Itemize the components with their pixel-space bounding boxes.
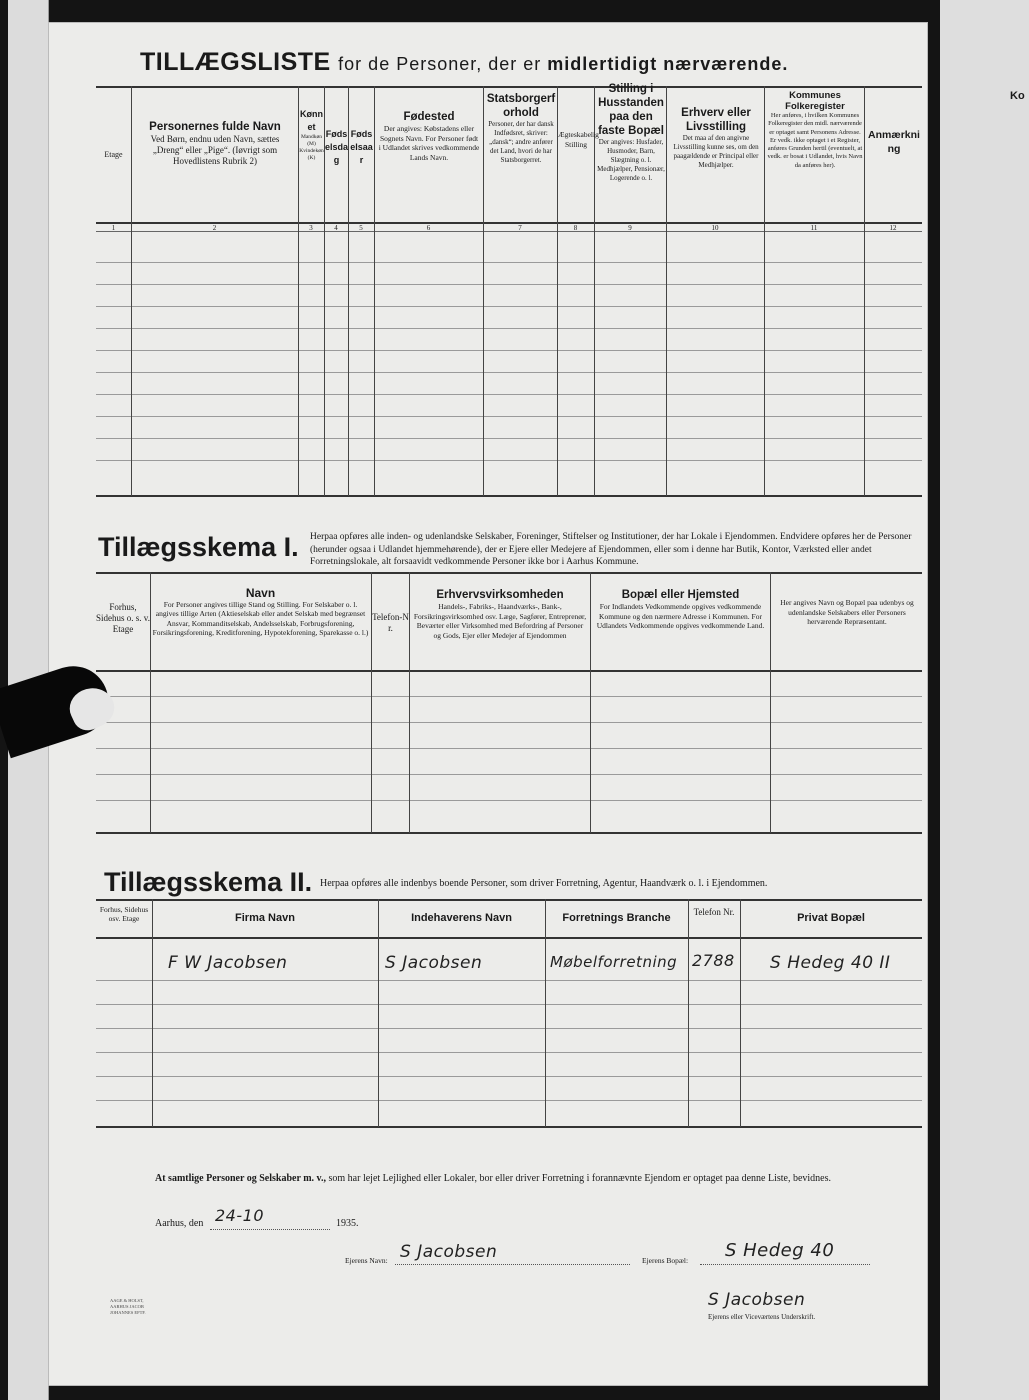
page-title: TILLÆGSLISTE for de Personer, der er midlertidigt nærværende. [140,48,789,76]
skema1-title: Tillægsskema I. [98,532,299,562]
hw-branche: Møbelforretning [550,953,678,971]
next-page-text-fragment: Ko [1010,90,1025,102]
col-num-8: 8 [573,224,578,232]
hw-privat-bopael: S Hedeg 40 II [770,953,891,973]
col-num-1: 1 [111,224,116,232]
skema2-header-firma: Firma Navn [235,912,295,924]
col-num-11: 11 [810,224,818,232]
header-statsborgerforhold: Statsborgerforhold Personer, der har dansk Indfødsret, skriver: „dansk“; andre anfører det Land, hvori de har Statsborgerret. [486,93,556,164]
skema1-header-telefon: Telefon-Nr. [372,612,409,633]
date-line [210,1228,330,1230]
col-num-3: 3 [309,224,313,232]
header-koennet: Kønnet Mandkøn (M) Kvindekøn (K) [299,109,324,161]
col-num-9: 9 [628,224,632,232]
skema1-header-etage: Forhus, Sidehus o. s. v. Etage [96,602,150,634]
skema2-header-telefon: Telefon Nr. [693,907,735,917]
skema1-header-erhverv: Erhvervsvirksomheden Handels-, Fabriks-, Haandværks-, Bank-, Forsikringsvirksomhed osv. Læge, Sagfører, Entreprenør, Beværter eller Virksomhed med Befordring af Personer og Gods, Ejer eller Medejer af Ejendommen [413,589,587,640]
date-label: Aarhus, den [155,1218,204,1229]
header-foedested: Fødested Der angives: Købstadens eller Sognets Navn. For Personer født i Udlandet skrives vedkommende Lands Navn. [378,111,480,162]
col-num-6: 6 [426,224,431,232]
next-page-edge [940,0,1029,1400]
hw-firma-navn: F W Jacobsen [168,953,288,973]
skema1-header-repraesentant: Her angives Navn og Bopæl paa udenbys og udenlandske Selskabers eller Personers herværende Repræsentant. [780,598,914,626]
printer-imprint: AAGE & HOLST, AARHUS JACOB JOHANNES EFTF. [110,1298,146,1315]
header-foedselsaar: Fødselsaar [350,129,373,165]
skema2-header-branche: Forretnings Branche [562,912,671,924]
skema2-title: Tillægsskema II. [104,867,313,897]
hw-owner-address: S Hedeg 40 [725,1240,835,1261]
hw-telefon: 2788 [692,951,735,970]
hw-date: 24-10 [215,1206,264,1225]
owner-address-line [700,1263,870,1265]
skema2-header-indehaver: Indehaverens Navn [411,912,512,924]
header-foedselsdag: Fødselsdag [325,129,349,165]
skema1-description: Herpaa opføres alle inden- og udenlandske Selskaber, Foreninger, Stiftelser og Institutioner, der har Lokale i Ejendommen. Endvidere opføres her de Personer (herunder ogsaa i Udlandet hjemmehørende), der er Ejere eller Medejere af Ejendommen, eller som i denne har Butik, Kontor, Værksted eller andet Forretningslokale, alt forsaavidt vedkommende Personer ikke bor i Aarhus Kommune. [310,532,912,567]
col-num-10: 10 [711,224,719,232]
hw-indehaver-navn: S Jacobsen [385,953,483,973]
header-folkeregister: Kommunes Folkeregister Her anføres, i hvilken Kommunes Folkeregister den midl. nærværende er optaget samt Personens Adresse. Er vedk. ikke optaget i et Register, anføres Grunden hertil (eventuelt, at vedk. er bosat i Udlandet, hvis Navn da anføres her). [767,90,863,169]
col-num-2: 2 [212,224,217,232]
header-stilling-husstand: Stilling i Husstanden paa den faste Bopæl Der angives: Husfader, Husmoder, Barn, Slægtning o. l. Medhjælper, Pensionær, Logerende o. l. [597,83,665,182]
header-erhverv: Erhverv eller Livsstilling Det maa af den angivne Livsstilling kunne ses, om den paagældende er Principal eller Medhjælper. [673,107,759,169]
signature-label: Ejerens eller Viceværtens Underskrift. [708,1313,816,1321]
owner-address-label: Ejerens Bopæl: [642,1256,689,1265]
attestation-statement: At samtlige Personer og Selskaber m. v., som har lejet Lejlighed eller Lokaler, bor eller driver Forretning i forannævnte Ejendom er optaget paa denne Liste, bevidnes. [155,1173,831,1184]
header-aegteskab: Ægteskabelig Stilling [558,130,599,149]
owner-name-line [395,1263,630,1265]
skema2-description: Herpaa opføres alle indenbys boende Personer, som driver Forretning, Agentur, Haandværk o. l. i Ejendommen. [320,878,768,889]
skema1-header-bopael: Bopæl eller Hjemsted For Indlandets Vedkommende opgives vedkommende Kommune og den nærmere Adresse i Kommunen. For Udlandets Vedkommende opgives vedkommende Land. [596,589,765,630]
skema2-header-privat-bopael: Privat Bopæl [797,912,865,924]
header-etage: Etage [104,150,123,159]
owner-name-label: Ejerens Navn: [345,1256,388,1265]
col-num-4: 4 [334,224,338,232]
skema1-header-navn: Navn For Personer angives tillige Stand og Stilling. For Selskaber o. l. angives tillige Arten (Aktieselskab eller andet Selskab med begrænset Ansvar, Kommanditselskab, Andelsselskab, Forbrugsforening, Forsikringsforening, Kreditforening, Hypotekforening, Sparekasse o. l.) [152,586,369,637]
col-num-12: 12 [889,224,897,232]
year: 1935. [336,1218,359,1229]
header-anmaerkning: Anmærkning [868,129,920,155]
hw-signature: S Jacobsen [708,1290,806,1310]
hw-owner-name: S Jacobsen [400,1242,498,1262]
skema2-header-etage: Forhus, Sidehus osv. Etage [99,905,149,923]
header-personnavn: Personernes fulde Navn Ved Børn, endnu uden Navn, sættes „Dreng“ eller „Pige“. (Iøvrigt som Hovedlistens Rubrik 2) [149,121,281,166]
col-num-5: 5 [359,224,363,232]
col-num-7: 7 [518,224,522,232]
